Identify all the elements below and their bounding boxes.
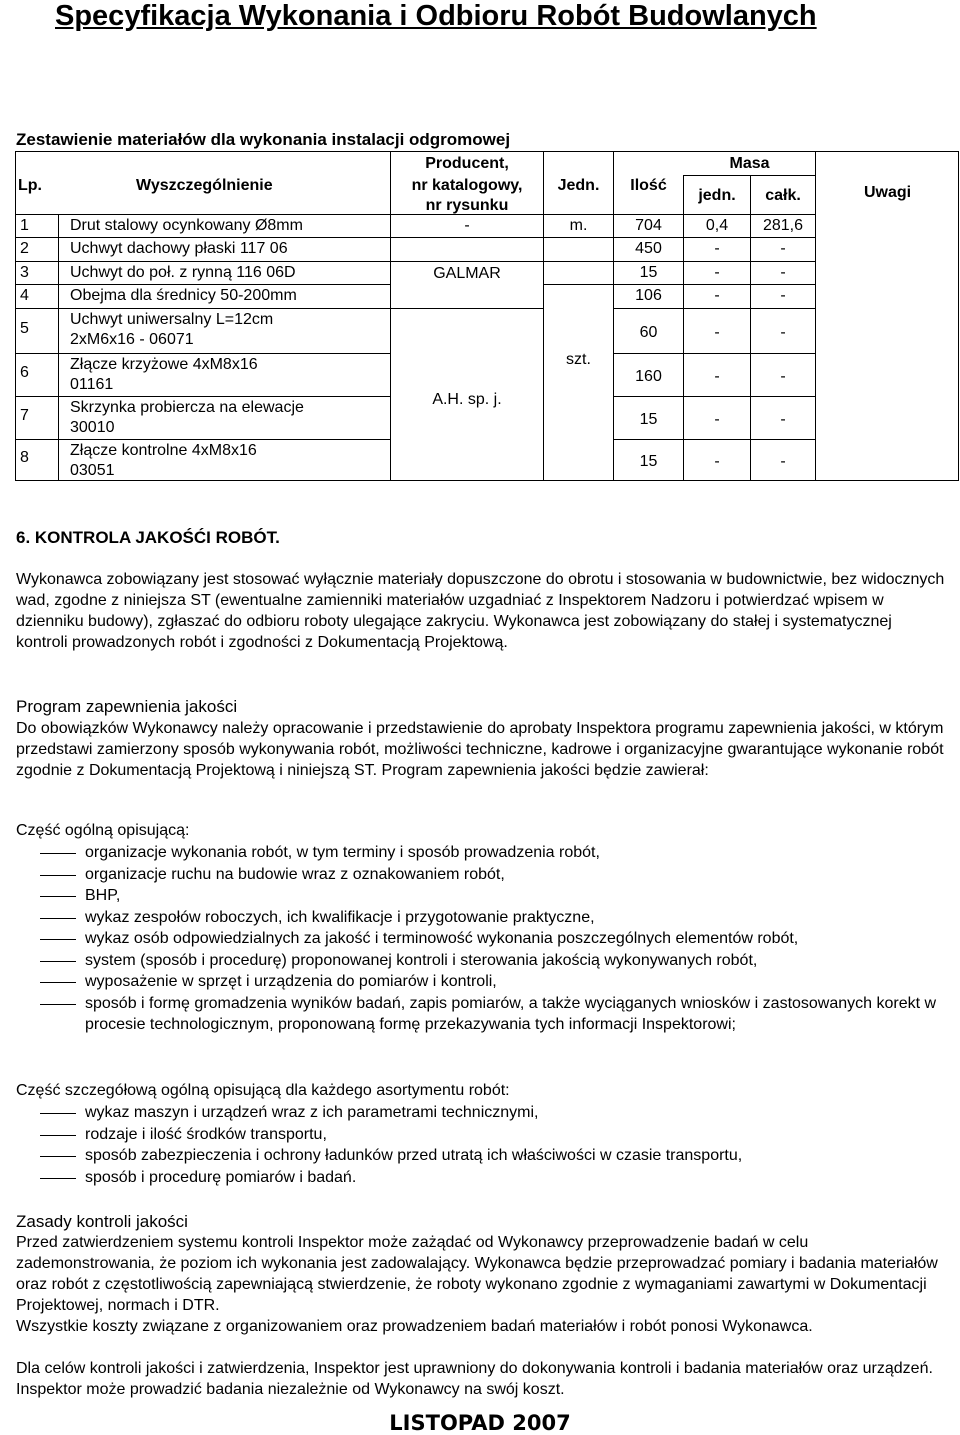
rules-paragraph-2: Wszystkie koszty związane z organizowaniem oraz prowadzeniem badań materiałów i robót ponosi Wykonawca. (16, 1318, 813, 1335)
list-item (16, 1145, 946, 1167)
dash-bullet-icon (40, 875, 76, 876)
row-item: Drut stalowy ocynkowany Ø8mm (70, 217, 303, 234)
list-item-text: wykaz zespołów roboczych, ich kwalifikacje i przygotowanie praktyczne, (85, 908, 595, 926)
list-item (16, 1167, 946, 1189)
dash-bullet-icon (40, 939, 76, 940)
header-mass: Masa (729, 155, 770, 172)
list-item (16, 950, 946, 972)
row-item: Uchwyt uniwersalny L=12cm (70, 311, 274, 328)
list-item-text: organizacje wykonania robót, w tym terminy i sposób prowadzenia robót, (85, 844, 600, 861)
producer-galmar: GALMAR (433, 265, 501, 282)
header-item: Wyszczególnienie (136, 177, 273, 194)
dash-bullet-icon (40, 961, 76, 962)
row-mass-total: - (780, 264, 786, 281)
producer-ah: A.H. sp. j. (432, 391, 502, 408)
header-mass-unit: jedn. (698, 187, 736, 204)
row-mass-unit: - (714, 453, 720, 470)
list-item (16, 971, 946, 993)
list-item (16, 928, 946, 950)
row-qty: 15 (639, 264, 658, 281)
dash-bullet-icon (40, 1113, 76, 1114)
header-unit: Jedn. (557, 177, 600, 194)
unit-szt: szt. (566, 351, 591, 368)
row-mass-unit: - (714, 240, 720, 257)
header-producer-1: Producent, (425, 155, 509, 172)
row-lp: 8 (20, 449, 29, 466)
dash-bullet-icon (40, 896, 76, 897)
list-item-text: sposób zabezpieczenia i ochrony ładunków przed utratą ich właściwości w czasie transportu, (85, 1147, 743, 1164)
header-notes: Uwagi (863, 184, 912, 201)
materials-table (15, 151, 959, 481)
row-qty: 160 (635, 368, 662, 385)
row-item: Obejma dla średnicy 50-200mm (70, 287, 297, 304)
row-mass-unit: 0,4 (705, 217, 729, 234)
list-item (16, 864, 946, 886)
row-mass-total: - (780, 287, 786, 304)
row-lp: 2 (20, 240, 29, 257)
row-lp: 7 (20, 407, 29, 424)
row-lp: 3 (20, 264, 29, 281)
dash-bullet-icon (40, 1004, 76, 1005)
header-mass-total: całk. (765, 187, 801, 204)
list-item (16, 842, 946, 864)
page-title: Specyfikacja Wykonania i Odbioru Robót Budowlanych (55, 0, 817, 32)
row-mass-unit: - (714, 324, 720, 341)
dash-bullet-icon (40, 1178, 76, 1179)
list-item-text: rodzaje i ilość środków transportu, (85, 1125, 327, 1143)
list-item-text: wyposażenie w sprzęt i urządzenia do pomiarów i kontroli, (85, 973, 497, 990)
list-item-text: sposób i formę gromadzenia wyników badań, zapis pomiarów, a także wyciąganych wniosków i zastosowanych korekt w procesie technologicznym, proponowaną formę przekazywania tych informacji Inspektorowi; (85, 994, 937, 1033)
list-item-text: wykaz maszyn i urządzeń wraz z ich parametrami technicznymi, (85, 1104, 539, 1121)
row-lp: 1 (20, 217, 29, 234)
row-qty: 15 (639, 453, 658, 470)
row-item: 30010 (70, 419, 115, 436)
row-qty: 450 (635, 240, 662, 257)
row-mass-unit: - (714, 368, 720, 385)
row-item: Złącze kontrolne 4xM8x16 (70, 442, 257, 459)
detail-label: Część szczegółową ogólną opisującą dla każdego asortymentu robót: (16, 1082, 510, 1099)
list-item (16, 1102, 946, 1124)
list-item-text: wykaz osób odpowiedzialnych za jakość i terminowość wykonania poszczególnych elementów robót, (85, 930, 799, 947)
row-mass-unit: - (714, 264, 720, 281)
list-item-text: BHP, (85, 887, 121, 904)
row-item: 01161 (70, 376, 114, 393)
list-item (16, 993, 946, 1036)
row-qty: 704 (635, 217, 662, 234)
row-item: Skrzynka probiercza na elewacje (70, 399, 304, 416)
row-mass-total: 281,6 (762, 217, 804, 234)
row-mass-total: - (780, 324, 786, 341)
program-heading: Program zapewnienia jakości (16, 697, 238, 716)
footer-date: LISTOPAD 2007 (389, 1411, 571, 1435)
row-mass-total: - (780, 368, 786, 385)
table-caption: Zestawienie materiałów dla wykonania instalacji odgromowej (16, 130, 511, 149)
rules-paragraph-1: Przed zatwierdzeniem systemu kontroli Inspektor może zażądać od Wykonawcy przeprowadzenie badań w celu zademonstrowania, że poziom ich wykonania jest zadowalający. Wykonawca będzie przeprowadzać pomiary i badania materiałów oraz robót z częstotliwością zapewniającą stwierdzenie, że roboty wykonano zgodnie z wymaganiami zawartymi w Dokumentacji Projektowej, normach i DTR. (16, 1234, 938, 1314)
row-producer: - (464, 217, 470, 234)
dash-bullet-icon (40, 982, 76, 983)
dash-bullet-icon (40, 853, 76, 854)
row-mass-unit: - (714, 287, 720, 304)
row-item: 03051 (70, 462, 115, 479)
row-lp: 5 (20, 320, 29, 337)
row-mass-total: - (780, 411, 786, 428)
header-lp: Lp. (18, 177, 42, 194)
rules-heading: Zasady kontroli jakości (16, 1212, 188, 1231)
header-producer-3: nr rysunku (425, 197, 509, 214)
list-item (16, 885, 946, 907)
row-item: Złącze krzyżowe 4xM8x16 (70, 356, 258, 373)
rules-paragraph-3: Dla celów kontroli jakości i zatwierdzenia, Inspektor jest uprawniony do dokonywania kontroli i badania materiałów oraz urządzeń. Inspektor może prowadzić badania niezależnie od Wykonawcy na swój koszt. (16, 1360, 933, 1398)
row-item: 2xM6x16 - 06071 (70, 331, 194, 348)
general-label: Część ogólną opisującą: (16, 822, 190, 839)
list-item-text: system (sposób i procedurę) proponowanej kontroli i sterowania jakością wykonywanych robót, (85, 951, 758, 969)
section-heading: 6. KONTROLA JAKOŚĆI ROBÓT. (16, 528, 280, 547)
row-unit: m. (569, 217, 588, 234)
detail-list (16, 1102, 946, 1188)
dash-bullet-icon (40, 1135, 76, 1136)
header-qty: Ilość (630, 177, 667, 194)
row-lp: 4 (20, 287, 29, 304)
list-item (16, 907, 946, 929)
intro-paragraph: Wykonawca zobowiązany jest stosować wyłącznie materiały dopuszczone do obrotu i stosowania w budownictwie, bez widocznych wad, zgodne z niniejsza ST (ewentualne zamienniki materiałów uzgadniać z Inspektorem Nadzoru i potwierdzać wpisem w dzienniku budowy), zgłaszać do odbioru roboty ulegające zakryciu. Wykonawca jest zobowiązany do stałej i systematycznej kontroli prowadzonych robót i zgodności z Dokumentacją Projektową. (16, 571, 945, 651)
row-item: Uchwyt dachowy płaski 117 06 (70, 240, 288, 257)
program-paragraph: Do obowiązków Wykonawcy należy opracowanie i przedstawienie do aprobaty Inspektora programu zapewnienia jakości, w którym przedstawi zamierzony sposób wykonywania robót, możliwości techniczne, kadrowe i organizacyjne gwarantujące wykonanie robót zgodnie z Dokumentacją Projektową i niniejszą ST. Program zapewnienia jakości będzie zawierał: (16, 720, 944, 779)
dash-bullet-icon (40, 1156, 76, 1157)
row-mass-unit: - (714, 411, 720, 428)
general-list (16, 842, 946, 1036)
list-item-text: organizacje ruchu na budowie wraz z oznakowaniem robót, (85, 865, 505, 883)
row-item: Uchwyt do poł. z rynną 116 06D (70, 264, 296, 281)
row-qty: 15 (639, 411, 658, 428)
row-mass-total: - (780, 240, 786, 257)
header-producer-2: nr katalogowy, (411, 177, 523, 194)
list-item-text: sposób i procedurę pomiarów i badań. (85, 1168, 357, 1186)
row-qty: 106 (635, 287, 662, 304)
row-lp: 6 (20, 364, 29, 381)
dash-bullet-icon (40, 918, 76, 919)
row-qty: 60 (639, 324, 658, 341)
row-mass-total: - (780, 453, 786, 470)
list-item (16, 1124, 946, 1146)
